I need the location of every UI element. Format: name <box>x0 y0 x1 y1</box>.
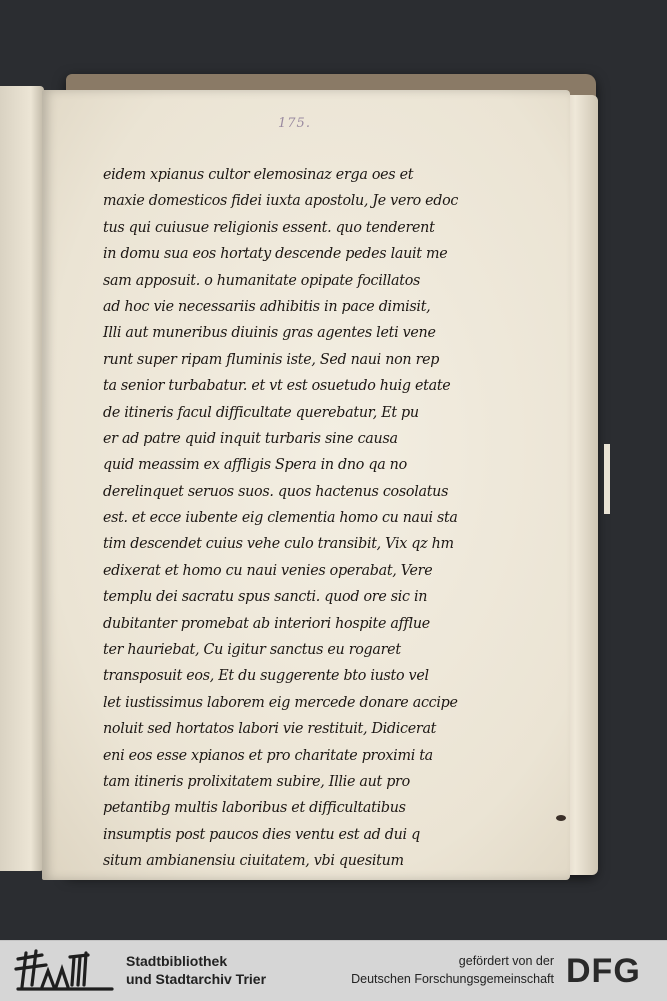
manuscript-line: petantibg multis laboribus et difficultatibus <box>103 800 406 817</box>
manuscript-line: sam apposuit. o humanitate opipate focillatos <box>103 272 421 289</box>
manuscript-line: dubitanter promebat ab interiori hospite afflue <box>103 615 430 632</box>
manuscript-line: in domu sua eos hortaty descende pedes lauit me <box>103 246 448 263</box>
manuscript-line: tus qui cuiusue religionis essent. quo tenderent <box>103 219 435 236</box>
manuscript-line: derelinquet seruos suos. quos hactenus cosolatus <box>103 483 449 500</box>
manuscript-line: est. et ecce iubente eig clementia homo cu naui sta <box>103 510 458 527</box>
footer-bar <box>0 940 667 1001</box>
manuscript-line: ter hauriebat, Cu igitur sanctus eu rogaret <box>103 642 401 659</box>
manuscript-text <box>103 162 463 875</box>
trier-library-logo-icon <box>12 947 120 995</box>
institution-line-2: und Stadtarchiv Trier <box>126 971 267 987</box>
funding-note <box>351 952 554 988</box>
manuscript-line: templu dei sacratu spus sancti. quod ore sic in <box>103 589 428 606</box>
manuscript-line: maxie domesticos fidei iuxta apostolu, Je vero edoc <box>103 193 459 210</box>
manuscript-line: transposuit eos, Et du suggerente bto iusto vel <box>103 668 429 685</box>
institution-line-1: Stadtbibliothek <box>126 953 228 969</box>
manuscript-line: runt super ripam fluminis iste, Sed naui non rep <box>103 351 440 368</box>
manuscript-line: edixerat et homo cu naui venies operabat, Vere <box>103 562 433 579</box>
paper-slip <box>604 444 610 514</box>
manuscript-line: let iustissimus laborem eig mercede donare accipe <box>103 694 458 711</box>
manuscript-line: er ad patre quid inquit turbaris sine causa <box>103 430 398 447</box>
manuscript-line: ta senior turbabatur. et vt est osuetudo huig etate <box>103 378 451 395</box>
dfg-logo: DFG <box>566 952 641 990</box>
manuscript-line: insumptis post paucos dies ventu est ad dui q <box>103 826 420 843</box>
facing-page <box>0 86 44 871</box>
manuscript-line: noluit sed hortatos labori vie restituit, Didicerat <box>103 721 437 738</box>
manuscript-line: situm ambianensiu ciuitatem, vbi quesitum <box>103 853 404 870</box>
manuscript-line: tim descendet cuius vehe culo transibit, Vix qz hm <box>103 536 454 553</box>
manuscript-line: eidem xpianus cultor elemosinaz erga oes et <box>103 167 414 183</box>
manuscript-line: Illi aut muneribus diuinis gras agentes leti vene <box>103 325 436 342</box>
folio-number: 175. <box>278 116 311 131</box>
manuscript-line: quid meassim ex affligis Spera in dno qa no <box>103 457 407 474</box>
manuscript-line: ad hoc vie necessariis adhibitis in pace dimisit, <box>103 298 431 315</box>
manuscript-line: tam itineris prolixitatem subire, Illie aut pro <box>103 773 410 790</box>
manuscript-line: de itineris facul difficultate querebatur, Et pu <box>103 404 419 421</box>
funding-line-1: gefördert von der <box>458 954 554 968</box>
ink-blot <box>556 815 566 821</box>
manuscript-line: eni eos esse xpianos et pro charitate proximi ta <box>103 747 433 764</box>
funding-line-2: Deutschen Forschungsgemeinschaft <box>351 972 554 986</box>
institution-name <box>126 952 266 988</box>
